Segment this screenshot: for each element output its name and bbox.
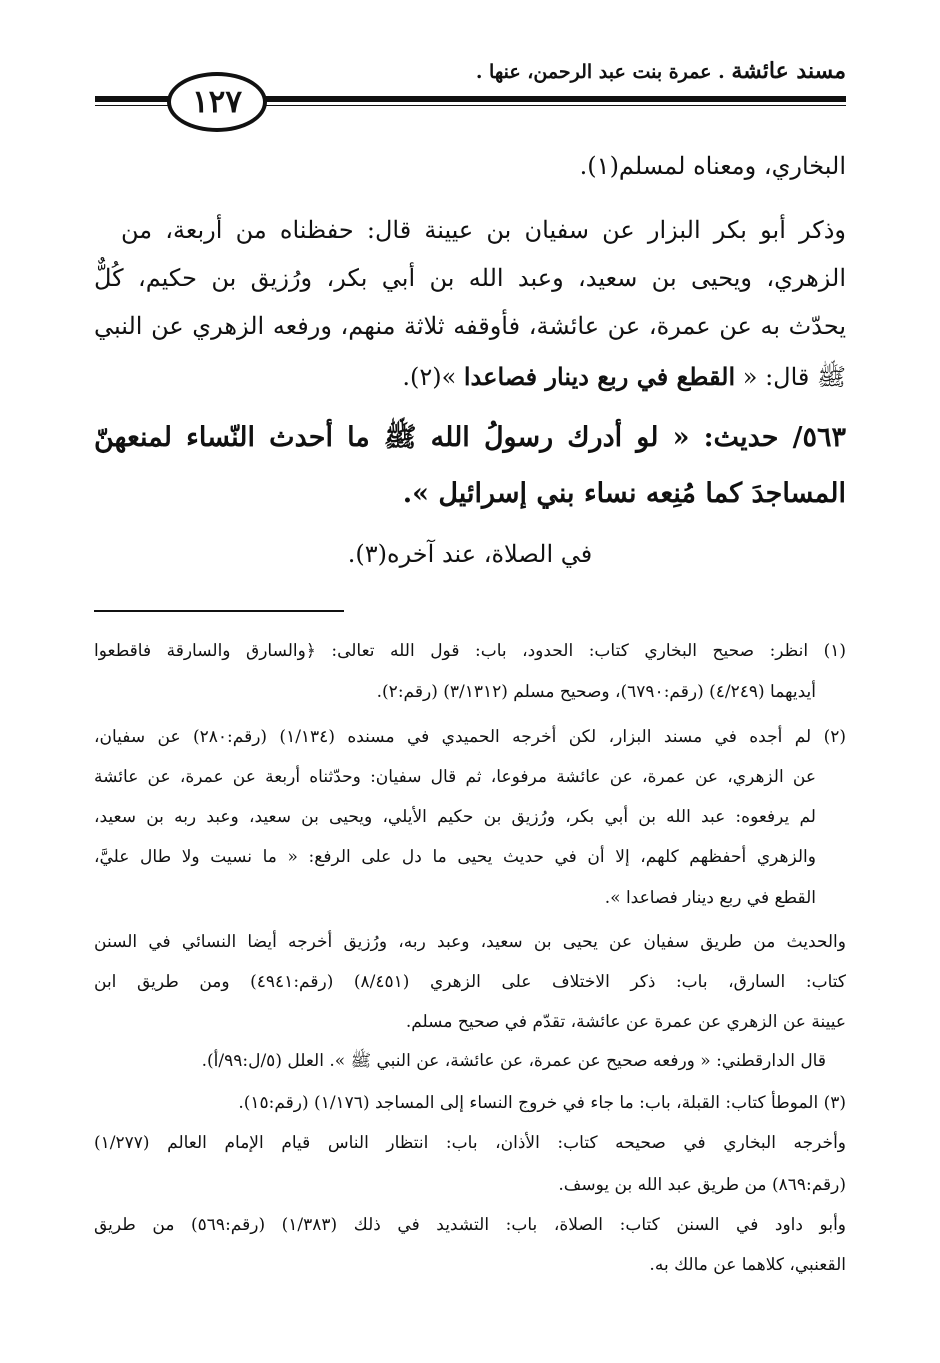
- body-line-5: [94, 362, 846, 397]
- hadith-number: ٥٦٣/: [792, 422, 846, 453]
- footnote-line: (٢) لم أجده في مسند البزار، لكن أخرجه الحميدي في مسنده (١/١٣٤) (رقم:٢٨٠) عن سفيان،: [94, 727, 846, 747]
- body-line-2: وذكر أبو بكر البزار عن سفيان بن عيينة قال: حفظناه من أربعة، من: [121, 216, 846, 244]
- book-title: مسند عائشة: [731, 58, 846, 84]
- hadith-source-note: في الصلاة، عند آخره(٣).: [347, 540, 593, 568]
- footnote-line: وأخرجه البخاري في صحيحه كتاب: الأذان، باب: انتظار الناس قيام الإمام العالم (١/٢٧٧): [94, 1133, 846, 1153]
- running-header: [426, 58, 846, 84]
- body-line-3: الزهري، ويحيى بن سعيد، وعبد الله بن أبي بكر، ورُزيق بن حكيم، كُلٌّ: [94, 264, 846, 292]
- footnote-line: أيديهما (٤/٢٤٩) (رقم:٦٧٩٠)، وصحيح مسلم (٣/١٣١٢) (رقم:٢).: [376, 682, 816, 702]
- hadith-quote: القطع في ربع دينار فصاعدا: [463, 362, 736, 391]
- footnote-separator: [94, 610, 344, 612]
- footnote-line: والحديث من طريق سفيان عن يحيى بن سعيد، وعبد ربه، ورُزيق أخرجه أيضا النسائي في السنن: [94, 932, 846, 952]
- quote-open: ﷺ قال: «: [742, 363, 846, 391]
- footnote-line: القطع في ربع دينار فصاعدا ».: [604, 888, 816, 908]
- hadith-text-1: « لو أدرك رسولُ الله ﷺ ما أحدث النّساء لمنعهنّ: [94, 422, 690, 453]
- footnote-line: قال الدارقطني: « ورفعه صحيح عن عمرة، عن عائشة، عن النبي ﷺ ». العلل (٥/ل:٩٩/أ).: [201, 1051, 826, 1071]
- page-number-badge: [167, 72, 267, 132]
- page-number: ١٢٧: [192, 84, 242, 120]
- quote-close: »(٢).: [402, 363, 457, 391]
- section-title: . عمرة بنت عبد الرحمن، عنها .: [475, 61, 725, 83]
- footnote-line: عن الزهري، عن عمرة، عن عائشة مرفوعا، ثم قال سفيان: وحدّثناه أربعة عن عمرة، عن عائشة: [94, 767, 816, 787]
- footnote-line: (رقم:٨٦٩) من طريق عبد الله بن يوسف.: [558, 1175, 846, 1195]
- footnote-line: وأبو داود في السنن كتاب: الصلاة، باب: التشديد في ذلك (١/٣٨٣) (رقم:٥٦٩) من طريق: [94, 1215, 846, 1235]
- footnote-line: كتاب: السارق، باب: ذكر الاختلاف على الزهري (٨/٤٥١) (رقم:٤٩٤١) ومن طريق ابن: [94, 972, 846, 992]
- footnote-line: لم يرفعوه: عبد الله بن أبي بكر، ورُزيق بن حكيم الأيلي، ويحيى بن سعيد، وعبد ربه بن سعيد،: [94, 807, 816, 827]
- hadith-text-2: المساجدَ كما مُنِعه نساء بني إسرائيل ».: [402, 478, 846, 509]
- footnote-line: والزهري أحفظهم كلهم، إلا أن في حديث يحيى ما دل على الرفع: « ما نسيت ولا طال عليَّ،: [94, 847, 816, 867]
- footnote-line: القعنبي، كلاهما عن مالك به.: [649, 1255, 846, 1275]
- body-line-4: يحدّث به عن عمرة، عن عائشة، فأوقفه ثلاثة منهم، ورفعه الزهري عن النبي: [94, 312, 846, 340]
- footnote-line: (١) انظر: صحيح البخاري كتاب: الحدود، باب: قول الله تعالى: ﴿والسارق والسارقة فاقطعوا: [94, 641, 846, 661]
- footnote-line: عيينة عن الزهري عن عمرة عن عائشة، تقدّم في صحيح مسلم.: [405, 1012, 846, 1032]
- hadith-label: حديث:: [703, 422, 779, 453]
- hadith-heading: [94, 420, 846, 460]
- footnote-line: (٣) الموطأ كتاب: القبلة، باب: ما جاء في خروج النساء إلى المساجد (١/١٧٦) (رقم:١٥).: [238, 1093, 846, 1113]
- body-line-1: البخاري، ومعناه لمسلم(١).: [579, 152, 846, 180]
